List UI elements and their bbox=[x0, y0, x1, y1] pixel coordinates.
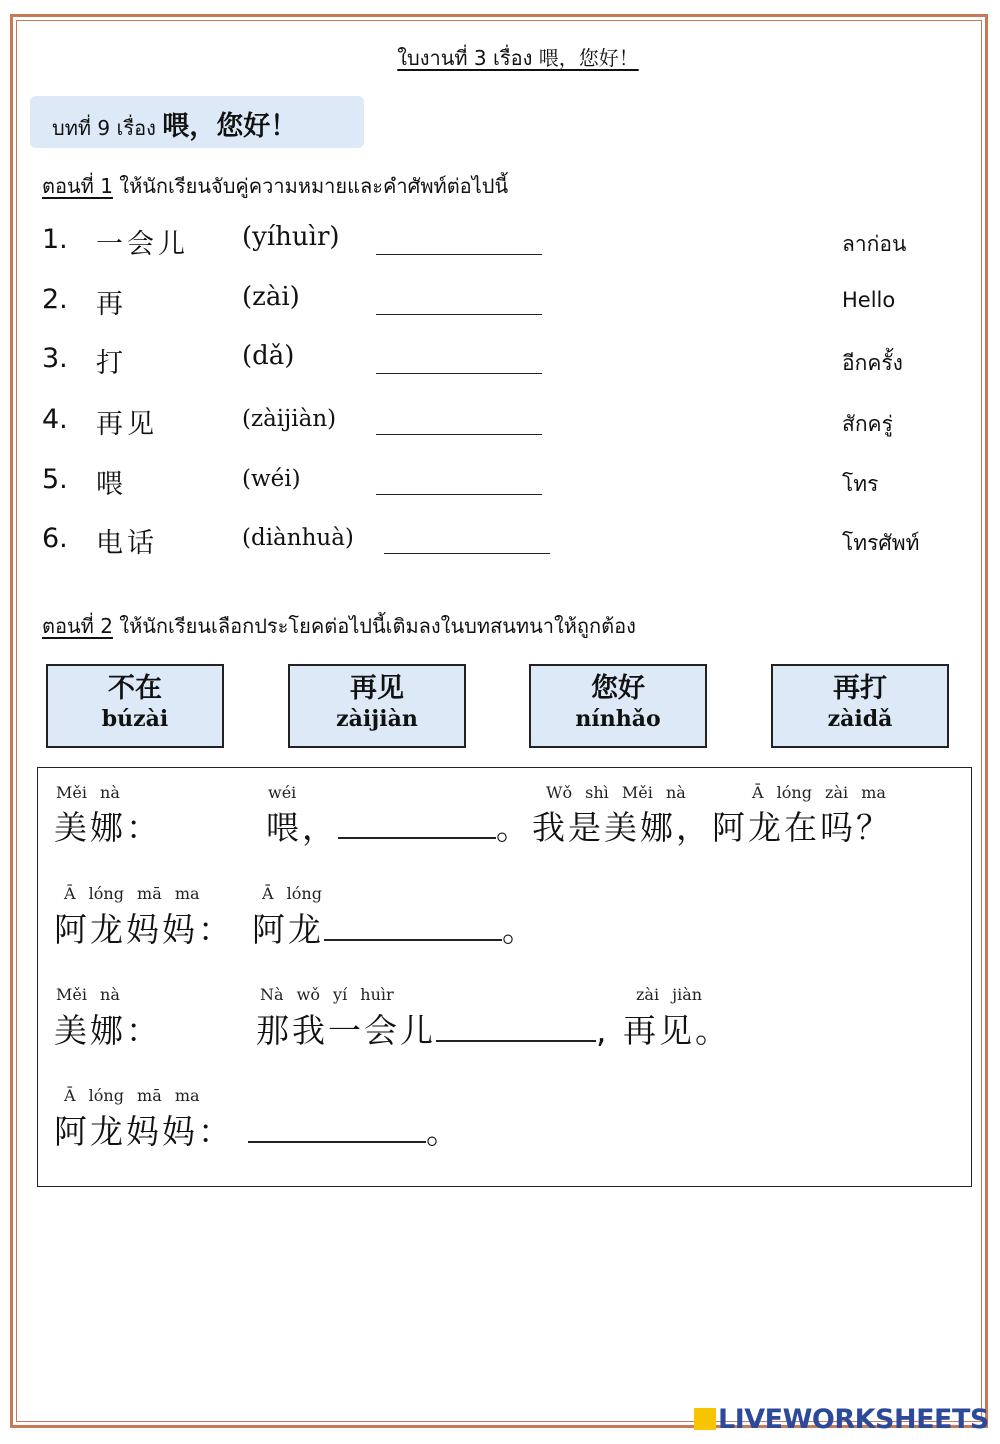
vocab-number: 4. bbox=[42, 404, 68, 435]
speaker-name: 阿龙妈妈： bbox=[54, 1112, 234, 1151]
answer-blank[interactable] bbox=[376, 373, 542, 374]
dialog-line bbox=[266, 802, 892, 849]
option-card[interactable] bbox=[46, 664, 224, 748]
part1-heading bbox=[42, 170, 508, 202]
lesson-chinese-title: 喂，您好！ bbox=[162, 111, 298, 142]
vocab-meaning[interactable]: สักครู่ bbox=[842, 412, 893, 436]
dialog-blank[interactable] bbox=[338, 807, 496, 839]
dialog-text: 。 bbox=[426, 1112, 462, 1151]
dialog-blank[interactable] bbox=[324, 909, 502, 941]
speaker-pinyin: Měi nà bbox=[56, 783, 120, 802]
option-hanzi: 您好 bbox=[591, 673, 645, 704]
vocab-row bbox=[0, 224, 1000, 274]
vocab-row bbox=[0, 523, 1000, 573]
option-hanzi: 再打 bbox=[833, 673, 887, 704]
vocab-row bbox=[0, 464, 1000, 514]
answer-blank[interactable] bbox=[384, 553, 550, 554]
logo-text: LIVEWORKSHEETS bbox=[718, 1404, 989, 1435]
answer-blank[interactable] bbox=[376, 434, 542, 435]
vocab-hanzi: 再 bbox=[96, 289, 127, 320]
dialog-pinyin: Wǒ shì Měi nà bbox=[546, 783, 686, 802]
lesson-prefix: บทที่ 9 เรื่อง bbox=[52, 116, 156, 140]
vocab-number: 1. bbox=[42, 224, 68, 255]
vocab-pinyin: (dǎ) bbox=[242, 341, 295, 371]
vocab-meaning[interactable]: Hello bbox=[842, 288, 896, 312]
vocab-number: 6. bbox=[42, 523, 68, 554]
vocab-hanzi: 喂 bbox=[96, 469, 127, 500]
dialog-pinyin: wéi bbox=[268, 783, 297, 802]
option-hanzi: 再见 bbox=[350, 673, 404, 704]
vocab-pinyin: (yíhuìr) bbox=[242, 222, 340, 252]
lesson-banner bbox=[30, 96, 364, 148]
speaker-pinyin: Měi nà bbox=[56, 985, 120, 1004]
dialog-text: 。我是美娜， bbox=[496, 808, 712, 847]
dialog-blank[interactable] bbox=[248, 1111, 426, 1143]
dialog-text: 。 bbox=[502, 910, 538, 949]
option-card[interactable] bbox=[529, 664, 707, 748]
part2-label: ตอนที่ 2 bbox=[42, 614, 113, 638]
vocab-pinyin: (zàijiàn) bbox=[242, 406, 337, 432]
vocab-number: 5. bbox=[42, 464, 68, 495]
dialog-pinyin: zài jiàn bbox=[636, 985, 703, 1004]
option-pinyin: nínhǎo bbox=[575, 706, 661, 732]
dialog-line bbox=[248, 1106, 462, 1153]
liveworksheets-logo bbox=[694, 1404, 989, 1435]
vocab-pinyin: (diànhuà) bbox=[242, 525, 354, 551]
part2-heading bbox=[42, 610, 636, 642]
part1-instruction: ให้นักเรียนจับคู่ความหมายและคำศัพท์ต่อไปนี้ bbox=[119, 174, 509, 198]
speaker-name: 美娜： bbox=[54, 808, 162, 847]
part1-label: ตอนที่ 1 bbox=[42, 174, 113, 198]
vocab-row bbox=[0, 343, 1000, 393]
answer-blank[interactable] bbox=[376, 314, 542, 315]
vocab-hanzi: 一会儿 bbox=[96, 229, 189, 260]
speaker-name: 阿龙妈妈： bbox=[54, 910, 234, 949]
dialog-text: 喂， bbox=[266, 808, 338, 847]
vocab-hanzi: 打 bbox=[96, 348, 127, 379]
vocab-pinyin: (wéi) bbox=[242, 466, 301, 492]
vocab-meaning[interactable]: ลาก่อน bbox=[842, 232, 907, 256]
vocab-number: 3. bbox=[42, 343, 68, 374]
speaker-name: 美娜： bbox=[54, 1011, 162, 1050]
dialog-text: 阿龙在吗？ bbox=[712, 808, 892, 847]
dialog-blank[interactable] bbox=[436, 1010, 596, 1042]
vocab-pinyin: (zài) bbox=[242, 282, 300, 312]
vocab-hanzi: 电话 bbox=[96, 528, 158, 559]
speaker-pinyin: Ā lóng mā ma bbox=[64, 1086, 200, 1105]
option-pinyin: búzài bbox=[101, 706, 169, 732]
dialog-text: , 再见。 bbox=[596, 1011, 731, 1050]
option-pinyin: zàijiàn bbox=[336, 706, 418, 732]
vocab-row bbox=[0, 284, 1000, 334]
vocab-meaning[interactable]: โทร bbox=[842, 472, 879, 496]
worksheet-title: ใบงานที่ 3 เรื่อง 喂，您好！ bbox=[397, 46, 639, 70]
part2-instruction: ให้นักเรียนเลือกประโยคต่อไปนี้เติมลงในบทสนทนาให้ถูกต้อง bbox=[119, 614, 636, 638]
option-pinyin: zàidǎ bbox=[827, 706, 893, 732]
speaker-pinyin: Ā lóng mā ma bbox=[64, 884, 200, 903]
answer-blank[interactable] bbox=[376, 254, 542, 255]
vocab-meaning[interactable]: โทรศัพท์ bbox=[842, 531, 920, 555]
dialog-pinyin: Nà wǒ yí huìr bbox=[260, 985, 394, 1004]
dialog-line bbox=[256, 1005, 731, 1052]
answer-blank[interactable] bbox=[376, 494, 542, 495]
option-hanzi: 不在 bbox=[108, 673, 162, 704]
option-card[interactable] bbox=[288, 664, 466, 748]
vocab-row bbox=[0, 404, 1000, 454]
logo-icon bbox=[694, 1408, 716, 1430]
vocab-hanzi: 再见 bbox=[96, 409, 158, 440]
option-card[interactable] bbox=[771, 664, 949, 748]
dialog-text: 阿龙 bbox=[252, 910, 324, 949]
dialog-pinyin: Ā lóng zài ma bbox=[752, 783, 886, 802]
vocab-number: 2. bbox=[42, 284, 68, 315]
dialog-line bbox=[252, 904, 538, 951]
vocab-meaning[interactable]: อีกครั้ง bbox=[842, 351, 903, 375]
dialog-text: 那我一会儿 bbox=[256, 1011, 436, 1050]
dialog-pinyin: Ā lóng bbox=[262, 884, 322, 903]
